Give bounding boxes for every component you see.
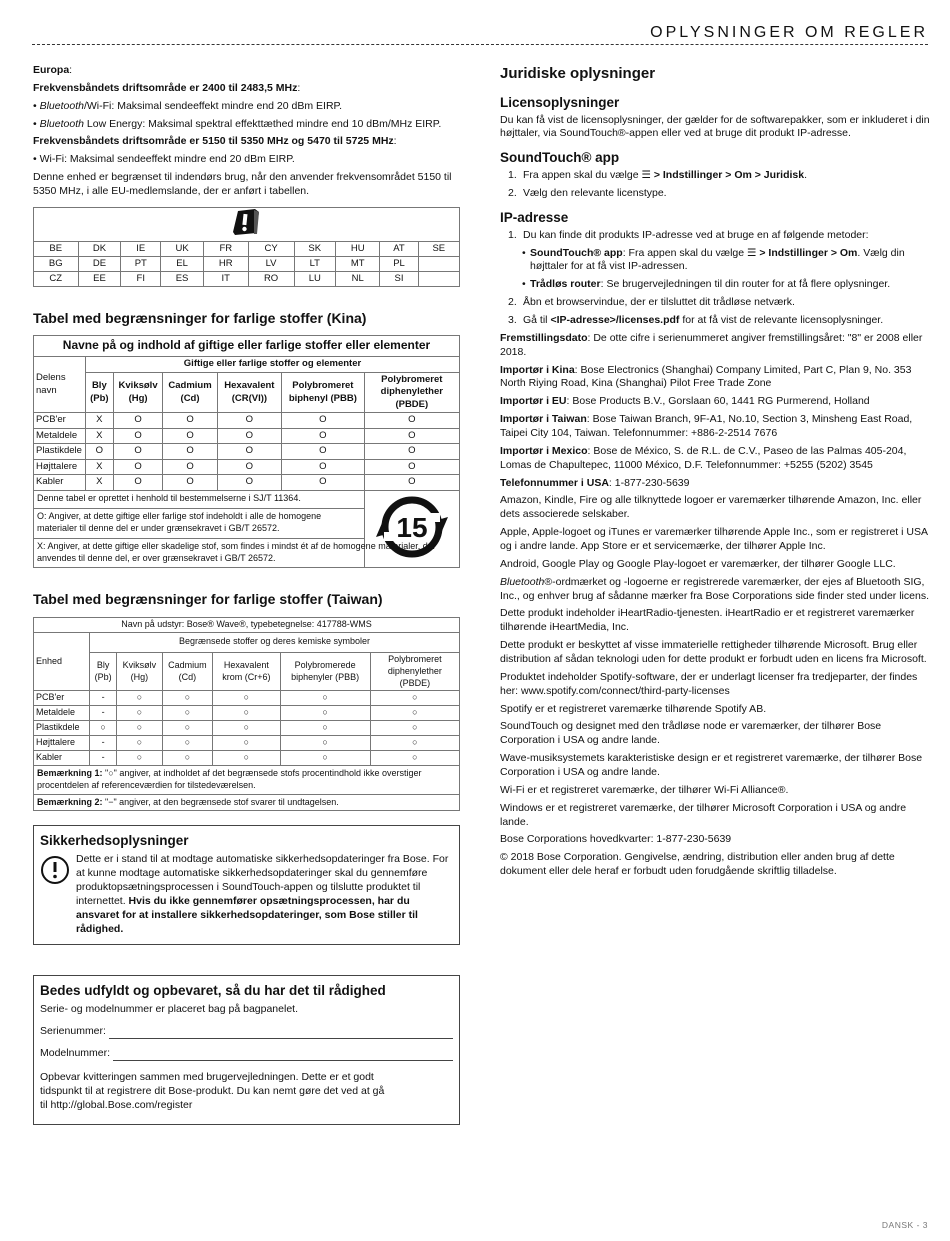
left-column — [33, 64, 460, 1125]
model-number-line[interactable] — [113, 1049, 453, 1061]
legal-info-text: : Bose de México, S. de R.L. de C.V., Paseo de las Palmas 405-204, Lomas de Chapultepec, 11000 México, D.F. Telefonnummer: +5255 (5202) 3545 — [500, 444, 907, 471]
taiwan-cell: ○ — [370, 721, 459, 736]
china-table-row — [34, 459, 460, 475]
china-cell: O — [282, 444, 364, 460]
taiwan-cell: ○ — [90, 721, 117, 736]
trademark-paragraph: Produktet indeholder Spotify-software, der er underlagt licenser fra tredjeparter, der findes her: www.spotify.com/connect/third-party-licenses — [500, 670, 918, 697]
china-cell: O — [163, 444, 217, 460]
app-step-2-text: Vælg den relevante licenstype. — [523, 187, 667, 199]
ip-sub1-post: . Vælg din højttaler for at få vist IP-adressen. — [530, 246, 905, 273]
taiwan-table-row — [34, 750, 460, 765]
serial-number-line[interactable] — [109, 1027, 453, 1039]
taiwan-cell: ○ — [162, 750, 213, 765]
band2-heading-row: Frekvensbåndets driftsområde er 5150 til 5350 MHz og 5470 til 5725 MHz: — [33, 135, 397, 148]
china-note-3: X: Angiver, at dette giftige eller skadelige stof, som findes i mindst ét af de homogene materialer, der anvendes til denne del, er over grænsekravet i GB/T 26572. — [34, 538, 460, 568]
taiwan-row-name: Plastikdele — [34, 721, 90, 736]
taiwan-cell: ○ — [162, 691, 213, 706]
app-step-1: 1. Fra appen skal du vælge ☰ > Indstillinger > Om > Juridisk. — [508, 169, 808, 182]
safety-box — [33, 825, 460, 945]
china-cell: O — [163, 459, 217, 475]
eu-country-cell: CZ — [34, 271, 79, 286]
china-cell: O — [163, 428, 217, 444]
china-cell: O — [217, 413, 282, 429]
ip-sub-bullet-app: • SoundTouch® app: Fra appen skal du vælge ☰ > Indstillinger > Om. Vælg din højttaler for at få vist IP-adressen. — [522, 246, 905, 273]
eu-country-cell: FI — [121, 271, 161, 286]
china-rohs-heading: Tabel med begrænsninger for farlige stoffer (Kina) — [33, 309, 367, 326]
eu-country-row — [34, 241, 460, 256]
band1-bullet-1-text: /Wi-Fi: Maksimal sendeeffekt mindre end 20 dBm EIRP. — [83, 99, 343, 112]
eu-country-cell: SE — [418, 241, 459, 256]
trademark-paragraph: Bose Corporations hovedkvarter: 1-877-230-5639 — [500, 833, 732, 846]
app-step-1-post: . — [804, 169, 808, 182]
taiwan-col-header: Bly (Pb) — [90, 652, 117, 691]
eu-country-cell: AT — [380, 241, 418, 256]
serial-number-field[interactable] — [40, 1025, 453, 1039]
eu-country-cell: IE — [121, 241, 161, 256]
china-table-row — [34, 428, 460, 444]
china-row-name: PCB'er — [34, 413, 86, 429]
taiwan-cell: ○ — [213, 736, 280, 751]
china-col-part: Delens navn — [34, 357, 86, 413]
taiwan-rohs-table — [33, 617, 460, 812]
safety-text — [76, 853, 453, 936]
taiwan-cell: - — [90, 691, 117, 706]
china-row-name: Plastikdele — [34, 444, 86, 460]
china-cell: O — [364, 413, 459, 429]
header-divider — [32, 44, 928, 45]
eu-country-cell: PL — [380, 256, 418, 271]
china-cell: O — [113, 413, 163, 429]
keep-intro: Serie- og modelnummer er placeret bag på bagpanelet. — [40, 1003, 298, 1016]
taiwan-cell: ○ — [280, 750, 370, 765]
legal-info-text: : Bose Taiwan Branch, 9F-A1, No.10, Section 3, Minsheng East Road, Taipei City 104, Taiwan. Telefonnummer: +886-2-2514 7676 — [500, 413, 913, 439]
ip-step-3-path: <IP-adresse>/licenses.pdf — [550, 313, 680, 326]
china-cell: O — [113, 475, 163, 491]
epup-number: 15 — [396, 511, 428, 543]
taiwan-col-header: Hexavalent krom (Cr+6) — [213, 652, 280, 691]
bluetooth-trademark — [500, 576, 930, 604]
taiwan-cell: ○ — [213, 721, 280, 736]
band1-bullet-1: • Bluetooth/Wi-Fi: Maksimal sendeeffekt mindre end 20 dBm EIRP. — [33, 99, 343, 112]
taiwan-row-name: Metaldele — [34, 706, 90, 721]
china-col-header: Bly (Pb) — [86, 372, 114, 413]
ip-sub1-path: > Indstillinger > Om — [756, 246, 858, 259]
license-heading: Licensoplysninger — [500, 94, 620, 110]
eu-country-cell: BG — [34, 256, 79, 271]
trademark-paragraph: Wave-musiksystemets karakteristiske design er et registreret varemærke, der tilhører Bose Corporation i USA og andre lande. — [500, 752, 923, 779]
taiwan-cell: ○ — [280, 721, 370, 736]
eu-country-cell: LV — [248, 256, 294, 271]
china-cell: O — [113, 428, 163, 444]
taiwan-device-name: Navn på udstyr: Bose® Wave®, typebetegnelse: 417788-WMS — [34, 617, 460, 632]
trademark-paragraph: Wi-Fi er et registreret varemærke, der tilhører Wi-Fi Alliance®. — [500, 783, 789, 796]
taiwan-cell: ○ — [117, 736, 162, 751]
eu-country-cell: UK — [161, 241, 204, 256]
ip-sub1-pre: : Fra appen skal du vælge — [622, 246, 748, 259]
legal-info-paragraph — [500, 332, 930, 360]
trademark-paragraph: Amazon, Kindle, Fire og alle tilknyttede logoer er varemærker tilhørende Amazon, Inc. eller dets associerede selskaber. — [500, 494, 922, 521]
trademark-paragraph: Dette produkt er beskyttet af visse immaterielle rettigheder tilhørende Microsoft. Brug eller distribution af sådan teknologi uden for dette produkt er forbudt uden en licens fra Microsoft. — [500, 639, 927, 666]
china-cell: X — [86, 413, 114, 429]
ip-step-3-post: for at få vist de relevante licensoplysninger. — [679, 313, 884, 326]
taiwan-table-row — [34, 736, 460, 751]
eu-country-cell: DE — [78, 256, 121, 271]
legal-info-text: : Bose Products B.V., Gorslaan 60, 1441 RG Purmerend, Holland — [566, 395, 870, 408]
china-cell: O — [217, 475, 282, 491]
china-cell: O — [364, 444, 459, 460]
keep-record-box — [33, 975, 460, 1125]
taiwan-col-header: Cadmium (Cd) — [162, 652, 213, 691]
eu-country-cell: EE — [78, 271, 121, 286]
taiwan-cell: ○ — [280, 736, 370, 751]
eu-country-cell: MT — [335, 256, 380, 271]
safety-body — [40, 853, 453, 936]
eu-country-row — [34, 271, 460, 286]
china-cell: X — [86, 475, 114, 491]
china-row-name: Højttalere — [34, 459, 86, 475]
eu-country-cell: DK — [78, 241, 121, 256]
china-note-1: Denne tabel er oprettet i henhold til bestemmelserne i SJ/T 11364. — [34, 490, 365, 508]
china-cell: O — [113, 444, 163, 460]
taiwan-table-row — [34, 691, 460, 706]
china-table-row — [34, 413, 460, 429]
app-heading: SoundTouch® app — [500, 150, 620, 166]
ip-step-2: 2. Åbn et browservindue, der er tilsluttet dit trådløse netværk. — [508, 296, 795, 309]
keep-heading: Bedes udfyldt og opbevaret, så du har det til rådighed — [40, 983, 386, 999]
china-cell: O — [282, 475, 364, 491]
menu-icon: ☰ — [747, 246, 757, 259]
legal-trademarks-2 — [500, 607, 930, 879]
license-text: Du kan få vist de licensoplysninger, der gælder for de softwarepakker, som er inkluderet i din højttaler, via SoundTouch®-appen eller ved at bruge dit produkt IP-adresse. — [500, 113, 930, 140]
china-table-title: Navne på og indhold af giftige eller farlige stoffer eller elementer — [34, 336, 460, 357]
china-table-row — [34, 444, 460, 460]
taiwan-cell: ○ — [117, 750, 162, 765]
trademark-paragraph: Dette produkt indeholder iHeartRadio-tjenesten. iHeartRadio er et registreret varemærker tilhørende iHeartMedia, Inc. — [500, 607, 915, 634]
china-row-name: Kabler — [34, 475, 86, 491]
taiwan-cell: ○ — [117, 721, 162, 736]
china-cell: O — [282, 428, 364, 444]
taiwan-cell: ○ — [280, 706, 370, 721]
taiwan-cell: ○ — [370, 736, 459, 751]
taiwan-row-name: Højttalere — [34, 736, 90, 751]
eu-country-cell: SI — [380, 271, 418, 286]
taiwan-note-1-label: Bemærkning 1: — [37, 767, 103, 778]
china-cell: X — [86, 459, 114, 475]
ip-sub-bullet-router: • Trådløs router: Se brugervejledningen til din router for at få flere oplysninger. — [522, 278, 891, 291]
band1-bullet-2-text: Low Energy: Maksimal spektral effekttæthed mindre end 10 dBm/MHz EIRP. — [83, 117, 442, 130]
indoor-use-cell — [34, 207, 460, 241]
indoor-restriction: Denne enhed er begrænset til indendørs brug, når den anvender frekvensområdet 5150 til 5350 MHz, i alle EU-medlemslande, der er anført i tabellen. — [33, 171, 452, 198]
legal-paragraphs — [500, 332, 930, 491]
model-number-label: Modelnummer: — [40, 1046, 111, 1059]
taiwan-cell: ○ — [162, 721, 213, 736]
right-column — [500, 64, 930, 883]
eu-country-cell: LU — [294, 271, 335, 286]
band1-bullet-2: • Bluetooth Low Energy: Maksimal spektral effekttæthed mindre end 10 dBm/MHz EIRP. — [33, 117, 442, 130]
safety-text-bold: Hvis du ikke gennemfører opsætningsprocessen, har du ansvaret for at installere sikkerhedsopdateringer, som Bose stiller til rådighed. — [76, 894, 418, 935]
taiwan-cell: - — [90, 736, 117, 751]
china-col-header: Kviksølv (Hg) — [113, 372, 163, 413]
legal-info-paragraph — [500, 477, 930, 491]
legal-info-label: Importør i Kina — [500, 363, 575, 376]
eu-country-cell: HU — [335, 241, 380, 256]
eu-country-cell: FR — [204, 241, 249, 256]
eu-country-table — [33, 207, 460, 287]
exclamation-icon — [40, 855, 70, 885]
taiwan-col-header: Polybromerede biphenyler (PBB) — [280, 652, 370, 691]
ip-step-3: 3. Gå til <IP-adresse>/licenses.pdf for at få vist de relevante licensoplysninger. — [508, 313, 884, 326]
taiwan-cell: ○ — [280, 691, 370, 706]
page-header-title: OPLYSNINGER OM REGLER — [650, 24, 928, 41]
china-cell: O — [282, 413, 364, 429]
bluetooth-trademark-text: ®-ordmærket og -logoerne er registrerede varemærker, der ejes af Bluetooth SIG, Inc., og enhver brug af sådanne mærker fra Bose Corporations side finder sted under licens. — [500, 575, 929, 602]
china-cell: O — [86, 444, 114, 460]
trademark-paragraph: Apple, Apple-logoet og iTunes er varemærker tilhørende Apple Inc., som er registreret i USA og i andre lande. App Store er et servicemærke, der tilhører Apple Inc. — [500, 526, 928, 552]
china-subtitle: Giftige eller farlige stoffer og elementer — [86, 357, 460, 373]
taiwan-cell: ○ — [213, 706, 280, 721]
eu-country-cell: HR — [204, 256, 249, 271]
china-col-header: Hexavalent (CR(VI)) — [217, 372, 282, 413]
legal-info-text: : 1-877-230-5639 — [608, 476, 690, 489]
eu-country-cell — [418, 256, 459, 271]
legal-info-label: Telefonnummer i USA — [500, 476, 609, 489]
taiwan-col-header: Polybromeret diphenylether (PBDE) — [370, 652, 459, 691]
taiwan-cell: ○ — [213, 750, 280, 765]
taiwan-note-2 — [34, 794, 460, 811]
ip-sub1-label: SoundTouch® app — [530, 246, 623, 259]
china-cell: O — [364, 475, 459, 491]
china-cell: O — [217, 459, 282, 475]
taiwan-col-header: Kviksølv (Hg) — [117, 652, 162, 691]
bluetooth-word: Bluetooth — [39, 99, 84, 112]
bluetooth-word: Bluetooth — [39, 117, 84, 130]
taiwan-cell: ○ — [117, 706, 162, 721]
safety-text-main: Dette er i stand til at modtage automatiske sikkerhedsopdateringer fra Bose. For at kunne modtage automatiske sikkerhedsopdateringer skal du gennemføre produktopsætningsprocessen i SoundTouch-appen og tilslutte produktet til internettet. — [76, 853, 449, 907]
ip-step-1-text: Du kan finde dit produkts IP-adresse ved at bruge en af følgende metoder: — [523, 228, 869, 241]
europe-label: Europa — [33, 64, 70, 76]
menu-icon: ☰ — [641, 169, 651, 182]
band2-bullet-1: • Wi-Fi: Maksimal sendeeffekt mindre end 20 dBm EIRP. — [33, 153, 295, 166]
china-col-header: Polybromeret diphenylether (PBDE) — [364, 372, 459, 413]
trademark-paragraph: Spotify er et registreret varemærke tilhørende Spotify AB. — [500, 702, 767, 715]
app-step-1-pre: Fra appen skal du vælge — [523, 169, 642, 182]
eu-country-cell: CY — [248, 241, 294, 256]
europe-section: Europa: — [33, 64, 73, 76]
taiwan-note-2-label: Bemærkning 2: — [37, 796, 103, 807]
taiwan-table-row — [34, 706, 460, 721]
keep-outro: Opbevar kvitteringen sammen med brugervejledningen. Dette er et godt tidspunkt til at registrere dit Bose-produkt. Du kan nemt gøre det ved at gå til http://global.Bose.com/register — [40, 1070, 385, 1111]
bluetooth-word: Bluetooth — [500, 575, 545, 588]
app-step-2: 2. Vælg den relevante licenstype. — [508, 187, 667, 199]
indoor-restriction-icon — [232, 208, 262, 236]
band1-heading-row: Frekvensbåndets driftsområde er 2400 til 2483,5 MHz: — [33, 81, 301, 94]
eu-country-cell: BE — [34, 241, 79, 256]
china-cell: X — [86, 428, 114, 444]
china-table-row — [34, 475, 460, 491]
taiwan-note-1-text: "○" angiver, at indholdet af det begrænsede stofs procentindhold ikke overstiger procentdelen af referenceværdien for tilstedeværelsen. — [37, 767, 422, 790]
serial-number-label: Serienummer: — [40, 1025, 106, 1038]
china-cell: O — [217, 444, 282, 460]
eu-country-cell: NL — [335, 271, 380, 286]
trademark-paragraph: Windows er et registreret varemærke, der tilhører Microsoft Corporation i USA og andre lande. — [500, 801, 907, 828]
taiwan-cell: ○ — [370, 750, 459, 765]
china-cell: O — [364, 459, 459, 475]
eu-country-cell: RO — [248, 271, 294, 286]
eu-country-row — [34, 256, 460, 271]
china-cell: O — [163, 475, 217, 491]
china-cell: O — [113, 459, 163, 475]
taiwan-col-unit: Enhed — [34, 632, 90, 691]
legal-info-paragraph — [500, 364, 930, 392]
taiwan-table-row — [34, 721, 460, 736]
eu-country-cell: SK — [294, 241, 335, 256]
band2-bullet-1-text: Wi-Fi: Maksimal sendeeffekt mindre end 20 dBm EIRP. — [39, 153, 295, 166]
ip-step-3-pre: Gå til — [523, 313, 551, 326]
china-rohs-table — [33, 335, 460, 568]
china-col-header: Polybromeret biphenyl (PBB) — [282, 372, 364, 413]
taiwan-cell: ○ — [370, 706, 459, 721]
china-col-header: Cadmium (Cd) — [163, 372, 217, 413]
ip-heading: IP-adresse — [500, 209, 569, 225]
eu-country-cell: EL — [161, 256, 204, 271]
china-note-2: O: Angiver, at dette giftige eller farlige stof indeholdt i alle de homogene materialer til denne del er under grænsekravet i GB/T 26572. — [34, 508, 365, 538]
legal-info-text: : Bose Electronics (Shanghai) Company Limited, Part C, Plan 9, No. 353 North Riying Road, Kina (Shanghai) Pilot Free Trade Zone — [500, 363, 912, 390]
legal-heading: Juridiske oplysninger — [500, 65, 656, 82]
legal-info-label: Importør i EU — [500, 395, 567, 408]
china-cell: O — [282, 459, 364, 475]
band1-heading: Frekvensbåndets driftsområde er 2400 til 2483,5 MHz — [33, 81, 298, 94]
taiwan-row-name: Kabler — [34, 750, 90, 765]
taiwan-cell: ○ — [370, 691, 459, 706]
taiwan-note-2-text: "−" angiver, at den begrænsede stof svarer til undtagelsen. — [102, 796, 339, 807]
taiwan-note-1 — [34, 765, 460, 794]
ip-sub2-label: Trådløs router — [530, 278, 601, 291]
legal-trademarks — [500, 494, 930, 571]
band2-heading: Frekvensbåndets driftsområde er 5150 til 5350 MHz og 5470 til 5725 MHz — [33, 135, 394, 148]
ip-step-1: 1. Du kan finde dit produkts IP-adresse ved at bruge en af følgende metoder: — [508, 228, 869, 241]
eu-country-cell: ES — [161, 271, 204, 286]
page-footer: DANSK - 3 — [881, 1219, 928, 1230]
legal-info-label: Fremstillingsdato — [500, 331, 588, 344]
china-logo-cell — [364, 490, 459, 568]
ip-step-2-text: Åbn et browservindue, der er tilsluttet dit trådløse netværk. — [523, 296, 795, 309]
taiwan-cell: - — [90, 706, 117, 721]
trademark-paragraph: Android, Google Play og Google Play-logoet er varemærker, der tilhører Google LLC. — [500, 557, 896, 570]
model-number-field[interactable] — [40, 1047, 453, 1061]
legal-info-paragraph — [500, 413, 930, 441]
safety-heading: Sikkerhedsoplysninger — [40, 833, 189, 849]
legal-info-paragraph — [500, 445, 930, 473]
taiwan-subtitle: Begrænsede stoffer og deres kemiske symboler — [90, 632, 460, 652]
taiwan-cell: ○ — [162, 736, 213, 751]
taiwan-cell: ○ — [162, 706, 213, 721]
legal-info-label: Importør i Taiwan — [500, 413, 587, 426]
eu-country-cell: LT — [294, 256, 335, 271]
legal-info-label: Importør i Mexico — [500, 444, 588, 457]
app-step-1-path: > Indstillinger > Om > Juridisk — [650, 169, 805, 182]
eu-country-cell — [418, 271, 459, 286]
taiwan-cell: - — [90, 750, 117, 765]
china-cell: O — [364, 428, 459, 444]
eu-country-cell: IT — [204, 271, 249, 286]
eu-country-cell: PT — [121, 256, 161, 271]
ip-sub2-text: : Se brugervejledningen til din router for at få flere oplysninger. — [600, 278, 891, 291]
taiwan-rohs-heading: Tabel med begrænsninger for farlige stoffer (Taiwan) — [33, 591, 383, 608]
trademark-paragraph: © 2018 Bose Corporation. Gengivelse, ændring, distribution eller anden brug af dette dokument eller dele heraf er forbudt uden forudgående skriftlig tilladelse. — [500, 851, 895, 878]
legal-info-paragraph — [500, 395, 930, 409]
trademark-paragraph: SoundTouch og designet med den trådløse node er varemærker, der tilhører Bose Corporation i USA og andre lande. — [500, 720, 882, 747]
china-cell: O — [217, 428, 282, 444]
china-row-name: Metaldele — [34, 428, 86, 444]
china-cell: O — [163, 413, 217, 429]
taiwan-row-name: PCB'er — [34, 691, 90, 706]
taiwan-cell: ○ — [213, 691, 280, 706]
legal-info-text: : De otte cifre i serienummeret angiver fremstillingsåret: "8" er 2008 eller 2018. — [500, 331, 923, 358]
taiwan-cell: ○ — [117, 691, 162, 706]
